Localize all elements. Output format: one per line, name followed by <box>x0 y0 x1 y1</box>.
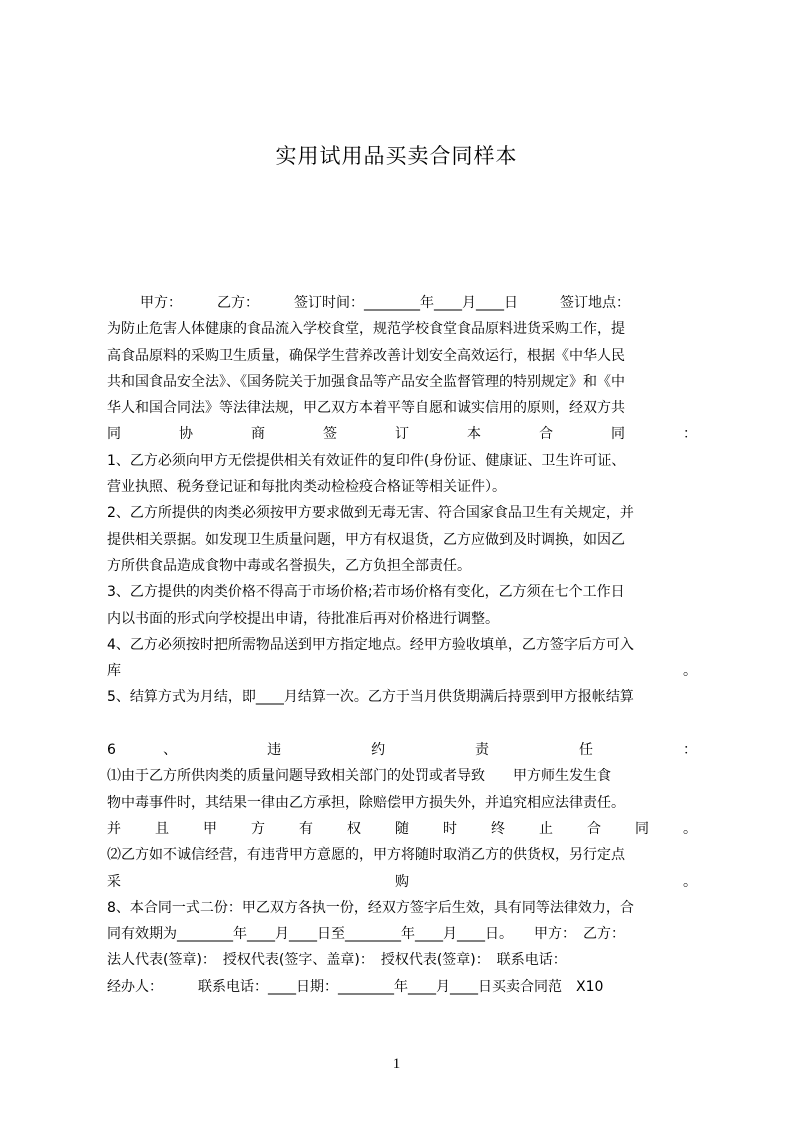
blank-line <box>107 711 697 737</box>
clause-8-line-1: 8、本合同一式二份：甲乙双方各执一份，经双方签字后生效，具有同等法律效力，合 <box>107 899 634 916</box>
clause-6-1-line-3: 并 且 甲 方 有 权 随 时 终 止 合 同 。 <box>107 820 697 837</box>
signature-line-2: 经办人： 联系电话：____日期：________年____月____日买卖合同范 X10 <box>107 978 604 995</box>
clause-6-heading: 6 、 违 约 责 任 ： <box>107 742 697 759</box>
signature-line-1: 法人代表(签章)： 授权代表(签字、盖章)： 授权代表(签章)： 联系电话： <box>107 952 567 969</box>
clause-1-line-2: 营业执照、税务登记证和每批肉类动检检疫合格证等相关证件）。 <box>107 479 506 496</box>
clause-2-line-1: 2、乙方所提供的肉类必须按甲方要求做到无毒无害、符合国家食品卫生有关规定，并 <box>107 505 634 522</box>
preamble-line-1: 为防止危害人体健康的食品流入学校食堂，规范学校食堂食品原料进货采购工作，提 <box>107 321 625 338</box>
contract-body <box>107 290 697 1000</box>
clause-6-2-line-1: ⑵乙方如不诚信经营，有违背甲方意愿的，甲方将随时取消乙方的供货权，另行定点 <box>107 847 625 864</box>
preamble-line-2: 高食品原料的采购卫生质量，确保学生营养改善计划安全高效运行，根据《中华人民 <box>107 347 625 364</box>
preamble-line-5: 同 协 商 签 订 本 合 同 ： <box>107 426 697 443</box>
document-title: 实用试用品买卖合同样本 <box>275 144 518 168</box>
clause-3-line-2: 内以书面的形式向学校提出申请，待批准后再对价格进行调整。 <box>107 610 499 627</box>
clause-6-1-line-1: ⑴由于乙方所供肉类的质量问题导致相关部门的处罚或者导致 甲方师生发生食 <box>107 768 611 785</box>
preamble-line-3: 共和国食品安全法》、《国务院关于加强食品等产品安全监督管理的特别规定》和《中 <box>107 373 625 390</box>
page-number: 1 <box>392 1056 401 1072</box>
clause-4-line-1: 4、乙方必须按时把所需物品送到甲方指定地点。经甲方验收填单，乙方签字后方可入 <box>107 636 634 653</box>
preamble-line-4: 华人和国合同法》等法律法规，甲乙双方本着平等自愿和诚实信用的原则，经双方共 <box>107 400 625 417</box>
clause-3-line-1: 3、乙方提供的肉类价格不得高于市场价格;若市场价格有变化，乙方须在七个工作日 <box>107 584 625 601</box>
clause-2-line-3: 方所供食品造成食物中毒或名誉损失，乙方负担全部责任。 <box>107 557 471 574</box>
clause-5-line-1: 5、结算方式为月结，即____月结算一次。乙方于当月供货期满后持票到甲方报帐结算 <box>107 689 634 706</box>
clause-6-1-line-2: 物中毒事件时，其结果一律由乙方承担，除赔偿甲方损失外，并追究相应法律责任。 <box>107 794 625 811</box>
parties-line: 甲方： 乙方： 签订时间：________年____月____日 签订地点： <box>140 295 630 311</box>
clause-8-line-2: 同有效期为________年____月____日至________年____月____日。 甲方： 乙方： <box>107 926 625 943</box>
clause-6-2-line-2: 采 购 。 <box>107 873 697 890</box>
clause-1-line-1: 1、乙方必须向甲方无偿提供相关有效证件的复印件(身份证、健康证、卫生许可证、 <box>107 452 626 469</box>
clause-2-line-2: 提供相关票据。如发现卫生质量问题，甲方有权退货，乙方应做到及时调换，如因乙 <box>107 531 625 548</box>
clause-4-line-2: 库 。 <box>107 663 697 680</box>
